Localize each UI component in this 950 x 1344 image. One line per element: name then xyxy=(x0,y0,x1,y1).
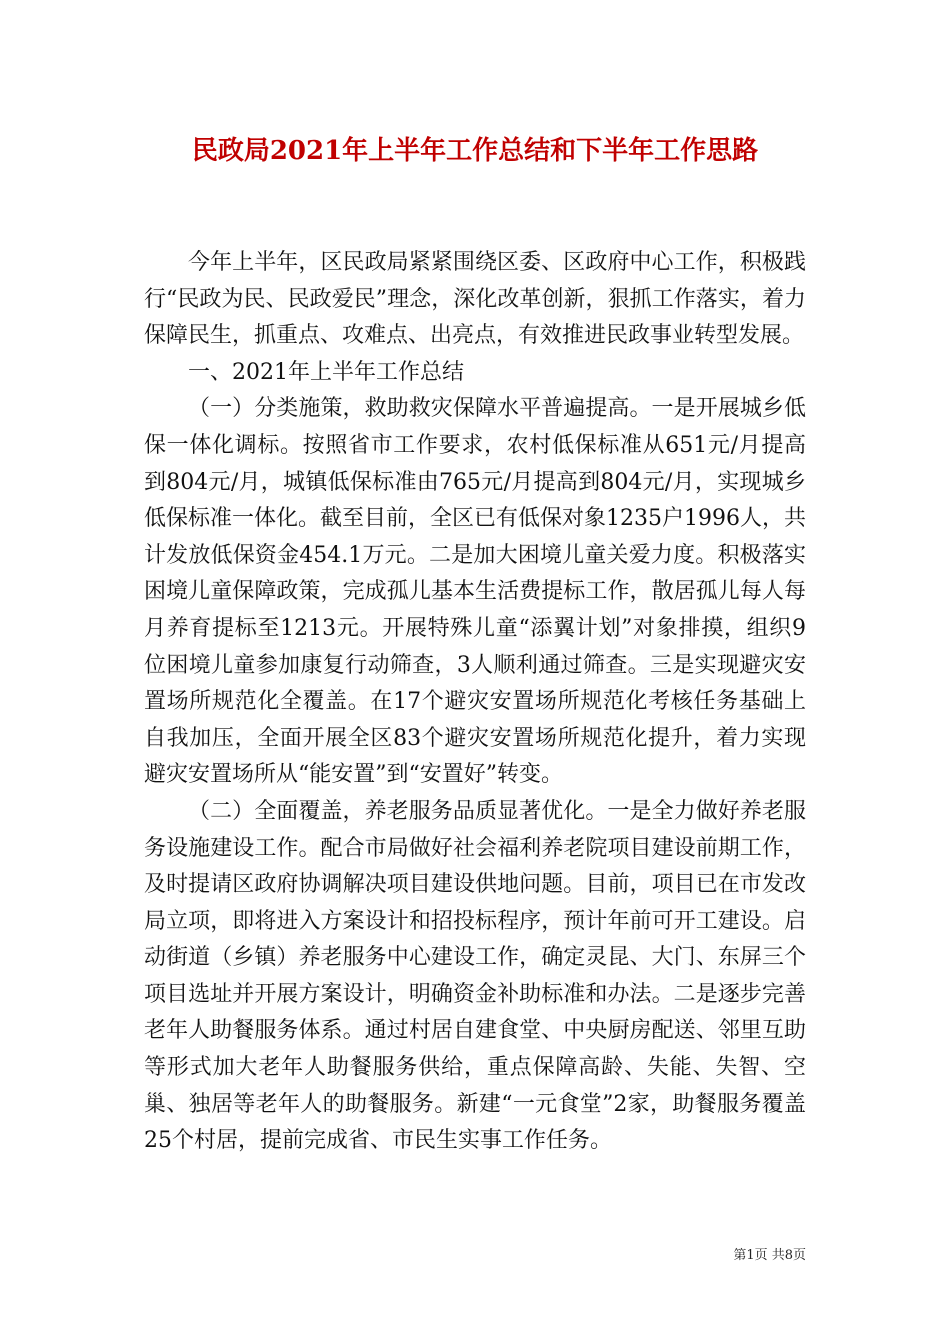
paragraph-intro: 今年上半年，区民政局紧紧围绕区委、区政府中心工作，积极践行“民政为民、民政爱民”理念，深化改革创新，狠抓工作落实，着力保障民生，抓重点、攻难点、出亮点，有效推进民政事业转型发展。 xyxy=(144,250,806,349)
section-heading: 一、2021年上半年工作总结 xyxy=(188,359,464,385)
paragraph-section-1: （一）分类施策，救助救灾保障水平普遍提高。一是开展城乡低保一体化调标。按照省市工作要求，农村低保标准从651元/月提高到804元/月，城镇低保标准由765元/月提高到804元/月，实现城乡低保标准一体化。截至目前，全区已有低保对象1235户1996人，共计发放低保资金454.1万元。二是加大困境儿童关爱力度。积极落实困境儿童保障政策，完成孤儿基本生活费提标工作，散居孤儿每人每月养育提标至1213元。开展特殊儿童“添翼计划”对象排摸，组织9位困境儿童参加康复行动筛查，3人顺利通过筛查。三是实现避灾安置场所规范化全覆盖。在17个避灾安置场所规范化考核任务基础上自我加压，全面开展全区83个避灾安置场所规范化提升，着力实现避灾安置场所从“能安置”到“安置好”转变。 xyxy=(144,396,806,788)
document-title: 民政局2021年上半年工作总结和下半年工作思路 xyxy=(191,136,759,166)
document-body xyxy=(144,245,806,1160)
paragraph-section-2: （二）全面覆盖，养老服务品质显著优化。一是全力做好养老服务设施建设工作。配合市局做好社会福利养老院项目建设前期工作，及时提请区政府协调解决项目建设供地问题。目前，项目已在市发改局立项，即将进入方案设计和招投标程序，预计年前可开工建设。启动街道（乡镇）养老服务中心建设工作，确定灵昆、大门、东屏三个项目选址并开展方案设计，明确资金补助标准和办法。二是逐步完善老年人助餐服务体系。通过村居自建食堂、中央厨房配送、邻里互助等形式加大老年人助餐服务供给，重点保障高龄、失能、失智、空巢、独居等老年人的助餐服务。新建“一元食堂”2家，助餐服务覆盖25个村居，提前完成省、市民生实事工作任务。 xyxy=(144,798,806,1154)
page-number: 第1页 共8页 xyxy=(733,1248,806,1263)
